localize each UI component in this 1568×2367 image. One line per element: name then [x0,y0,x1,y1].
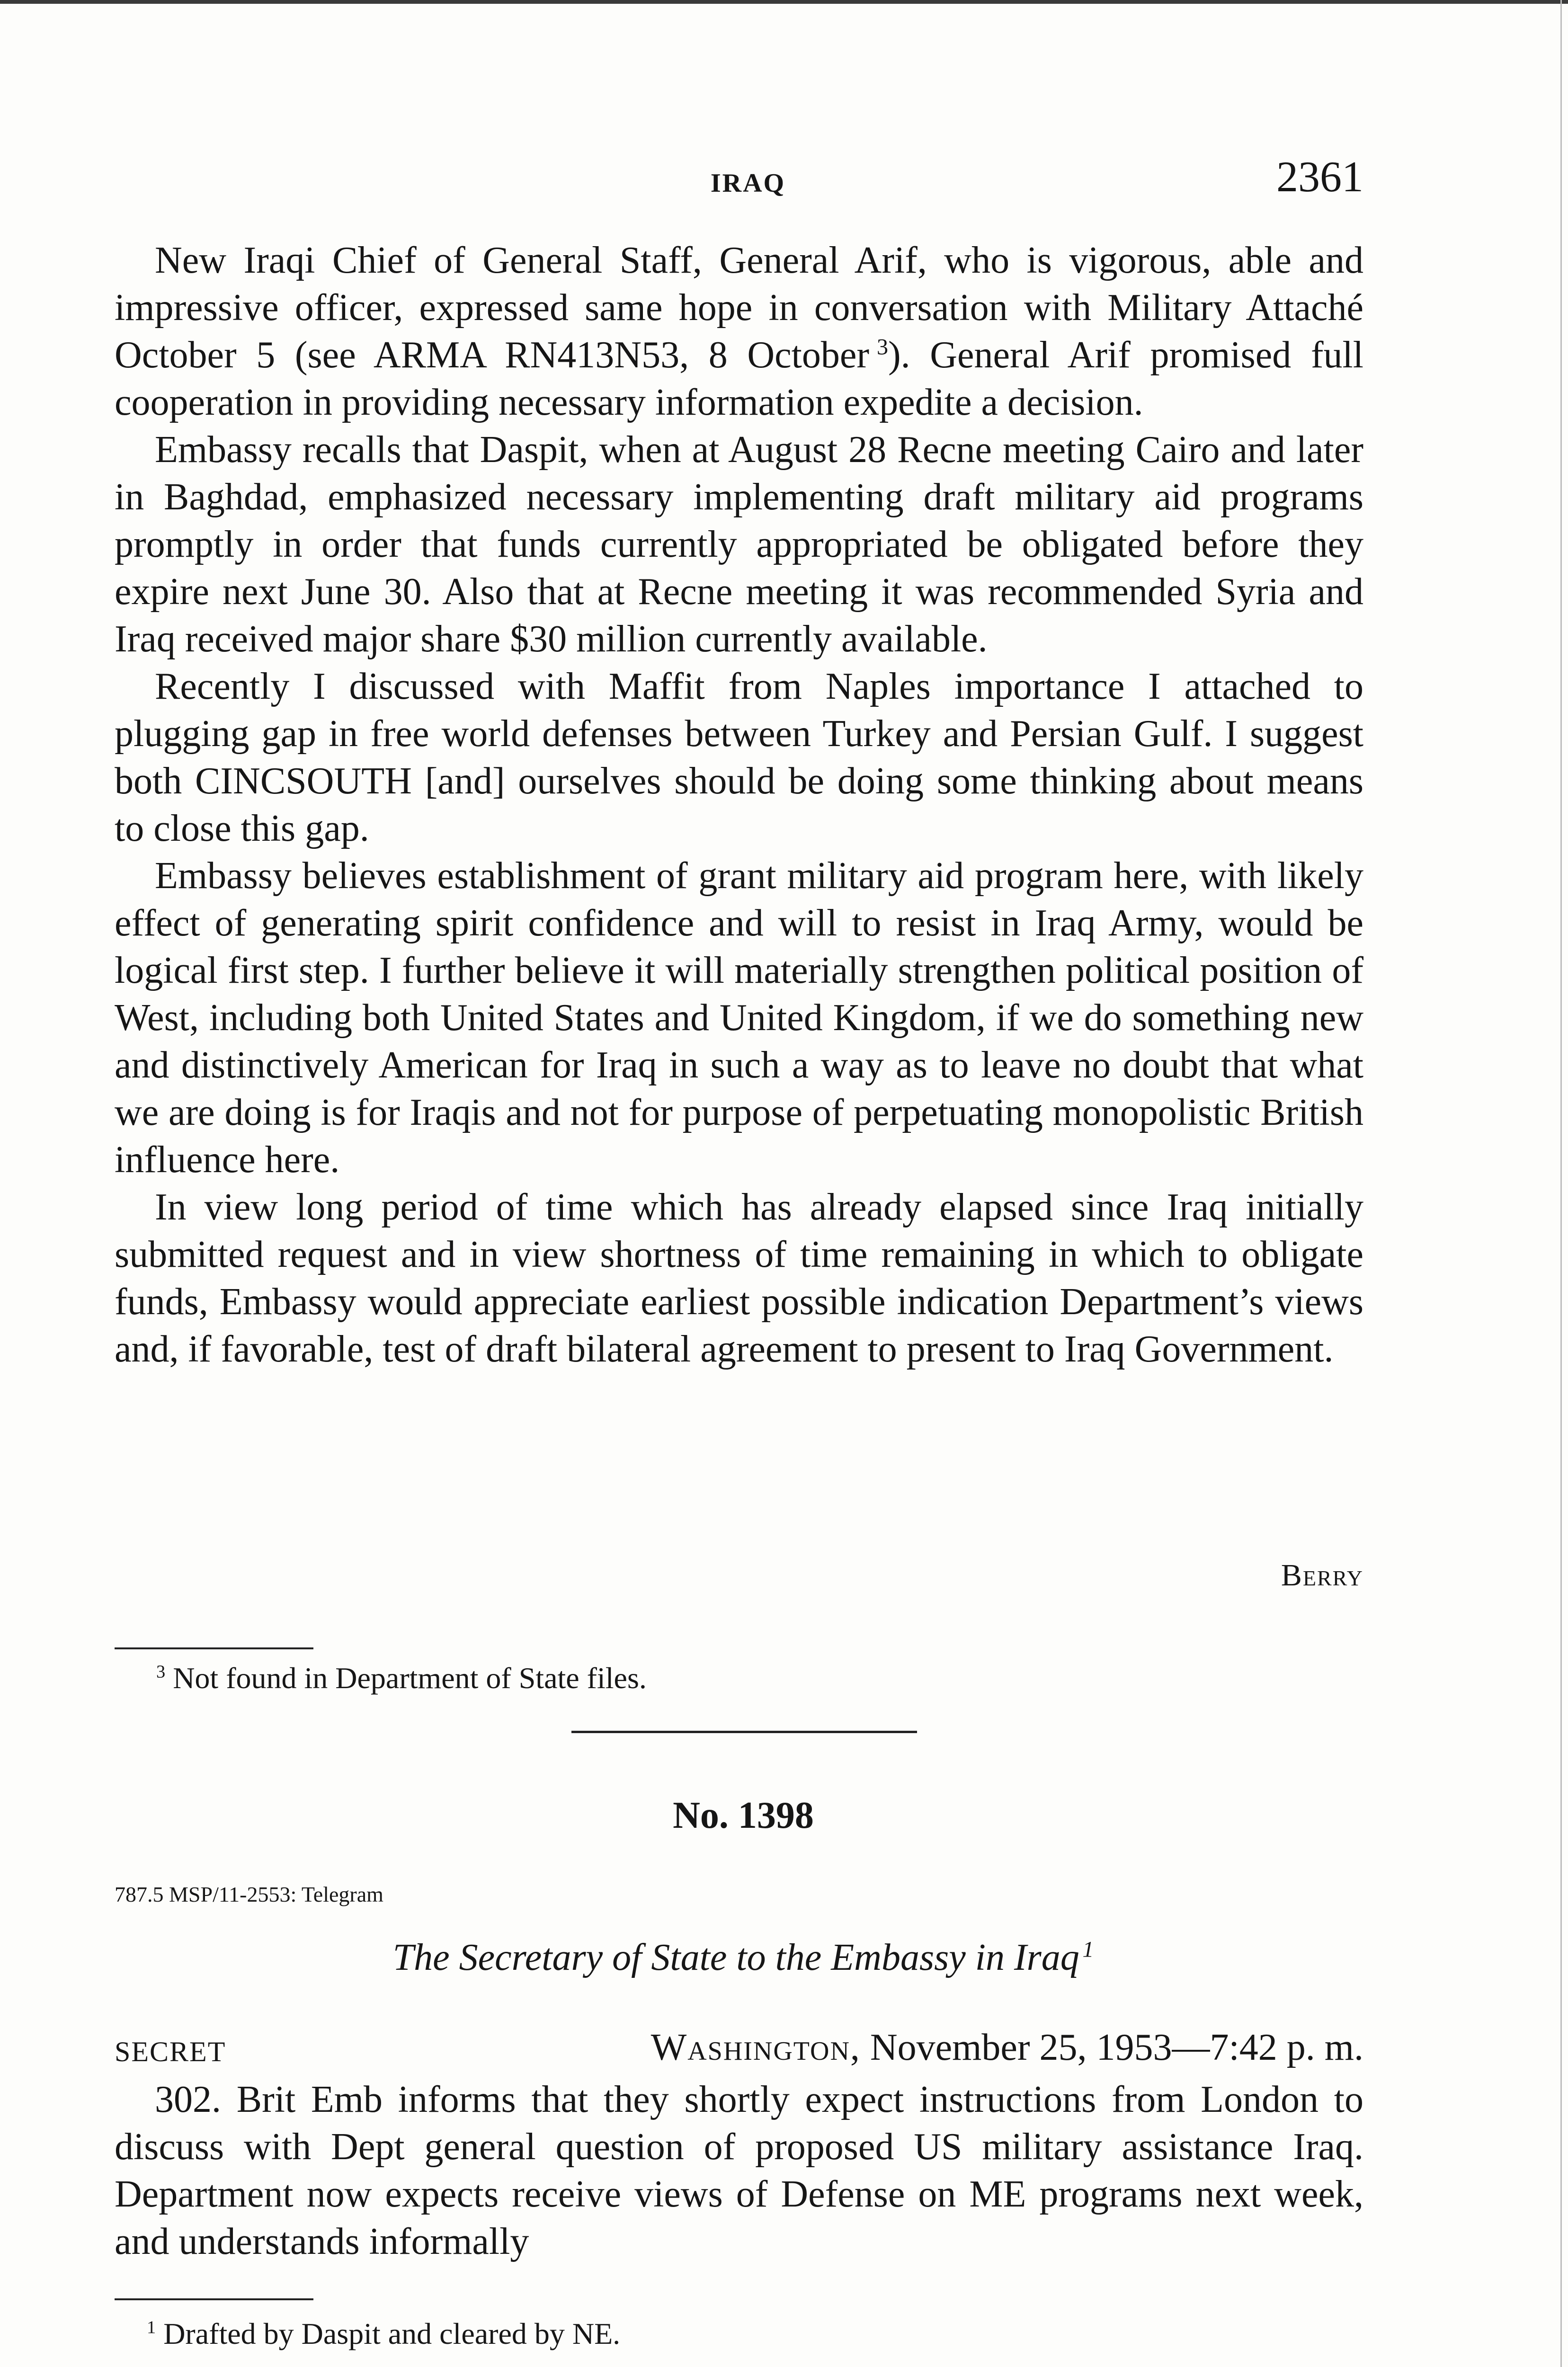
footnote-mark: 1 [147,2317,156,2338]
dateline [540,2026,1363,2069]
scan-top-edge [0,0,1568,4]
footnote-rule [115,1647,313,1649]
signature: Berry [1281,1558,1363,1593]
footnote-1 [147,2315,1283,2353]
file-reference: 787.5 MSP/11-2553: Telegram [115,1882,383,1906]
title-footnote-ref: 1 [1082,1937,1094,1962]
paragraph-1-text: New Iraqi Chief of General Staff, General Arif, who is vigorous, able and impressive officer, expressed same hope in conversation with Military Attaché October 5 (see ARMA RN413N53, 8 October [115,240,1363,376]
section-divider [571,1731,917,1733]
footnote-ref-3: 3 [877,334,888,360]
scan-right-edge [1560,0,1562,2367]
letter-body [115,237,1363,1373]
telegram-body [115,2076,1363,2265]
paragraph-1 [115,237,1363,426]
paragraph-2: Embassy recalls that Daspit, when at August 28 Recne meeting Cairo and later in Baghdad, emphasized necessary implementing draft military aid programs promptly in order that funds currently appropriated be obligated before they expire next June 30. Also that at Recne meeting it was recommended Syria and Iraq received major share $30 million currently available. [115,429,1363,660]
page-number: 2361 [1276,152,1363,201]
dateline-date: November 25, 1953—7:42 p. m. [870,2027,1363,2068]
footnote-text: Not found in Department of State files. [173,1661,647,1695]
dateline-place: Washington, [650,2027,861,2068]
footnote-text: Drafted by Daspit and cleared by NE. [163,2317,621,2350]
paragraph-3: Recently I discussed with Maffit from Naples importance I attached to plugging gap in free world defenses between Turkey and Persian Gulf. I suggest both CINCSOUTH [and] ourselves should be doing some thinking about means to close this gap. [115,666,1363,849]
paragraph-1-text-after: ). General Arif promised full cooperation in providing necessary information expedite a decision. [115,334,1364,423]
telegram-paragraph: 302. Brit Emb informs that they shortly expect instructions from London to discuss with Dept general question of proposed US military assistance Iraq. Department now expects receive views of Defense on ME programs next week, and understands informally [115,2079,1363,2262]
footnote-rule [115,2298,313,2300]
footnote-mark: 3 [156,1662,166,1682]
running-title: IRAQ [710,169,786,198]
document-number: No. 1398 [673,1795,814,1836]
footnote-3 [156,1659,1292,1697]
document-title-text: The Secretary of State to the Embassy in Iraq [392,1937,1079,1978]
classification: SECRET [115,2036,226,2067]
paragraph-4: Embassy believes establishment of grant military aid program here, with likely effect of generating spirit confidence and will to resist in Iraq Army, would be logical first step. I further believe it will materially strengthen political position of West, including both United States and United Kingdom, if we do something new and distinctively American for Iraq in such a way as to leave no doubt that what we are doing is for Iraqis and not for purpose of perpetuating monopolistic British influence here. [115,855,1363,1181]
paragraph-5: In view long period of time which has already elapsed since Iraq initially submitted request and in view shortness of time remaining in which to obligate funds, Embassy would appreciate earliest possible indication Department’s views and, if favorable, test of draft bilateral agreement to present to Iraq Government. [115,1186,1363,1370]
document-title [189,1936,1297,1979]
